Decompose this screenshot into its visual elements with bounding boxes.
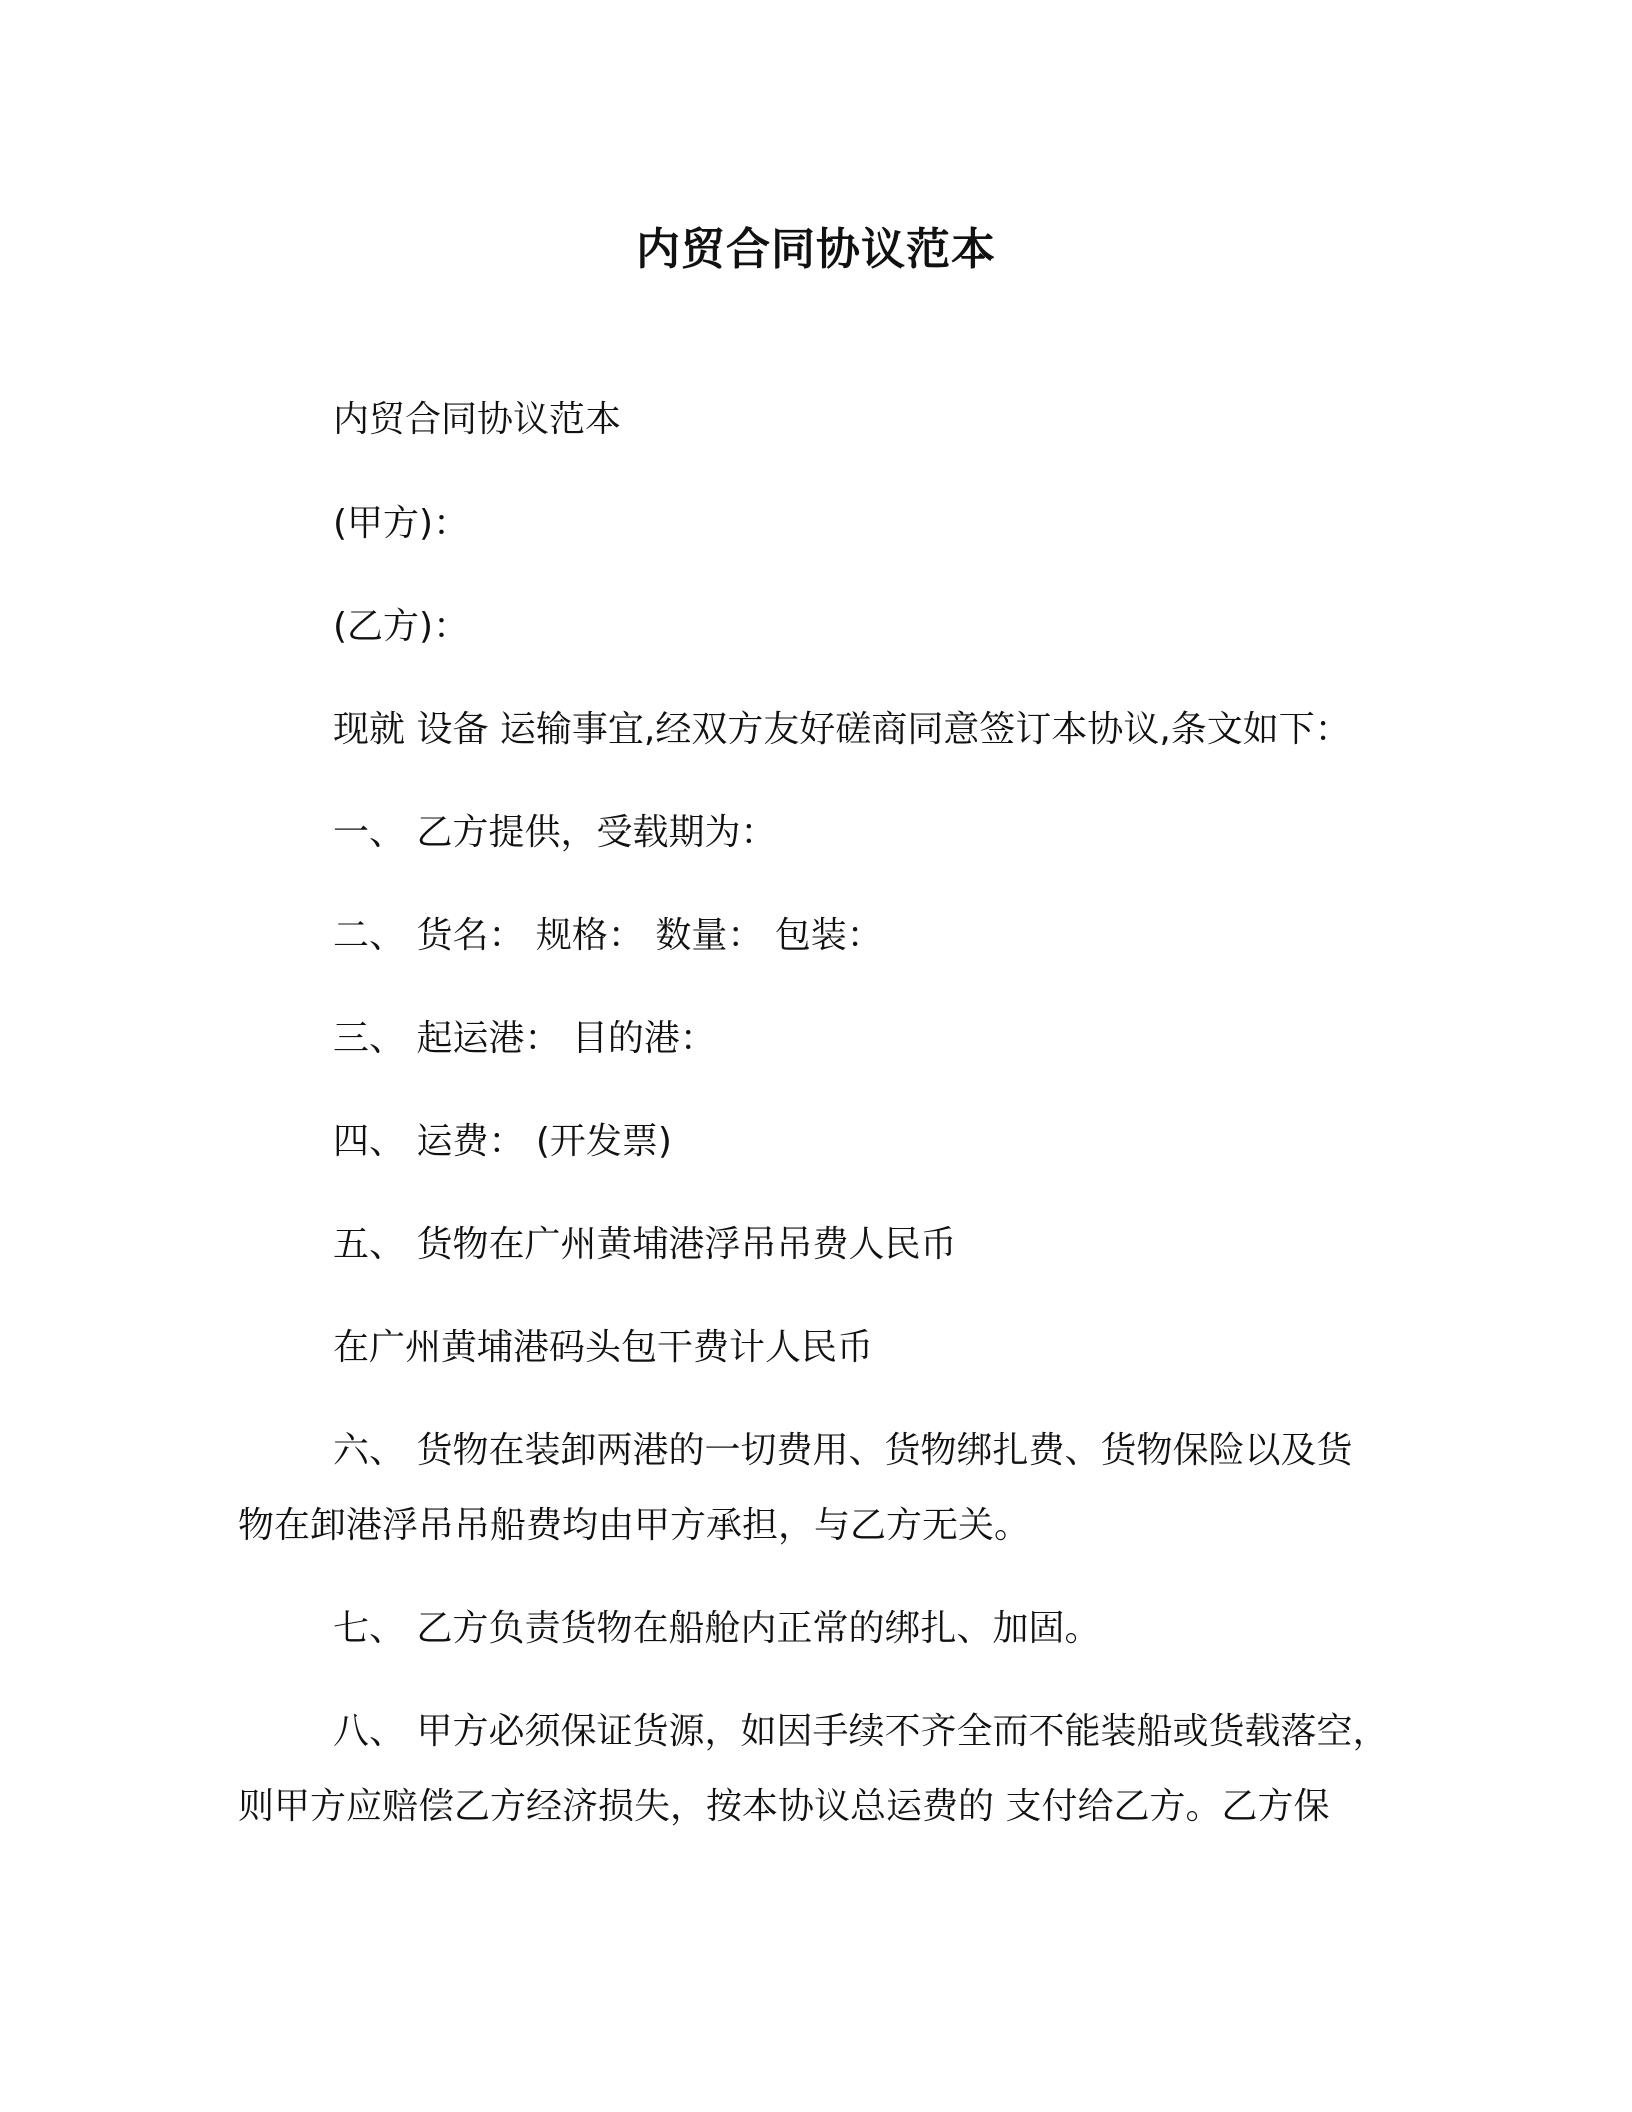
doc-line-clause-3: 三、 起运港： 目的港： xyxy=(333,1018,716,1059)
doc-line-clause-8: 八、 甲方必须保证货源，如因手续不齐全而不能装船或货载落空， xyxy=(333,1711,1389,1752)
doc-line-preamble: 现就 设备 运输事宜,经双方友好磋商同意签订本协议,条文如下： xyxy=(333,709,1351,750)
doc-line-clause-6-cont: 物在卸港浮吊吊船费均由甲方承担，与乙方无关。 xyxy=(238,1505,1031,1546)
doc-line-clause-7: 七、 乙方负责货物在船舱内正常的绑扎、加固。 xyxy=(333,1608,1101,1649)
document-title: 内贸合同协议范本 xyxy=(636,224,996,275)
doc-line-clause-2: 二、 货名： 规格： 数量： 包装： xyxy=(333,915,883,956)
doc-line-clause-4: 四、 运费： (开发票) xyxy=(333,1121,672,1162)
doc-line-party-b: (乙方)： xyxy=(333,606,470,647)
doc-line-party-a: (甲方)： xyxy=(333,503,470,544)
doc-line-clause-6: 六、 货物在装卸两港的一切费用、货物绑扎费、货物保险以及货 xyxy=(333,1430,1353,1471)
doc-line-clause-5: 五、 货物在广州黄埔港浮吊吊费人民币 xyxy=(333,1224,957,1265)
doc-line-clause-8-cont: 则甲方应赔偿乙方经济损失，按本协议总运费的 支付给乙方。乙方保 xyxy=(238,1786,1330,1827)
doc-line-clause-1: 一、 乙方提供，受载期为： xyxy=(333,812,777,853)
doc-line-clause-5-cont: 在广州黄埔港码头包干费计人民币 xyxy=(333,1327,874,1368)
doc-line-subtitle: 内贸合同协议范本 xyxy=(333,399,622,440)
